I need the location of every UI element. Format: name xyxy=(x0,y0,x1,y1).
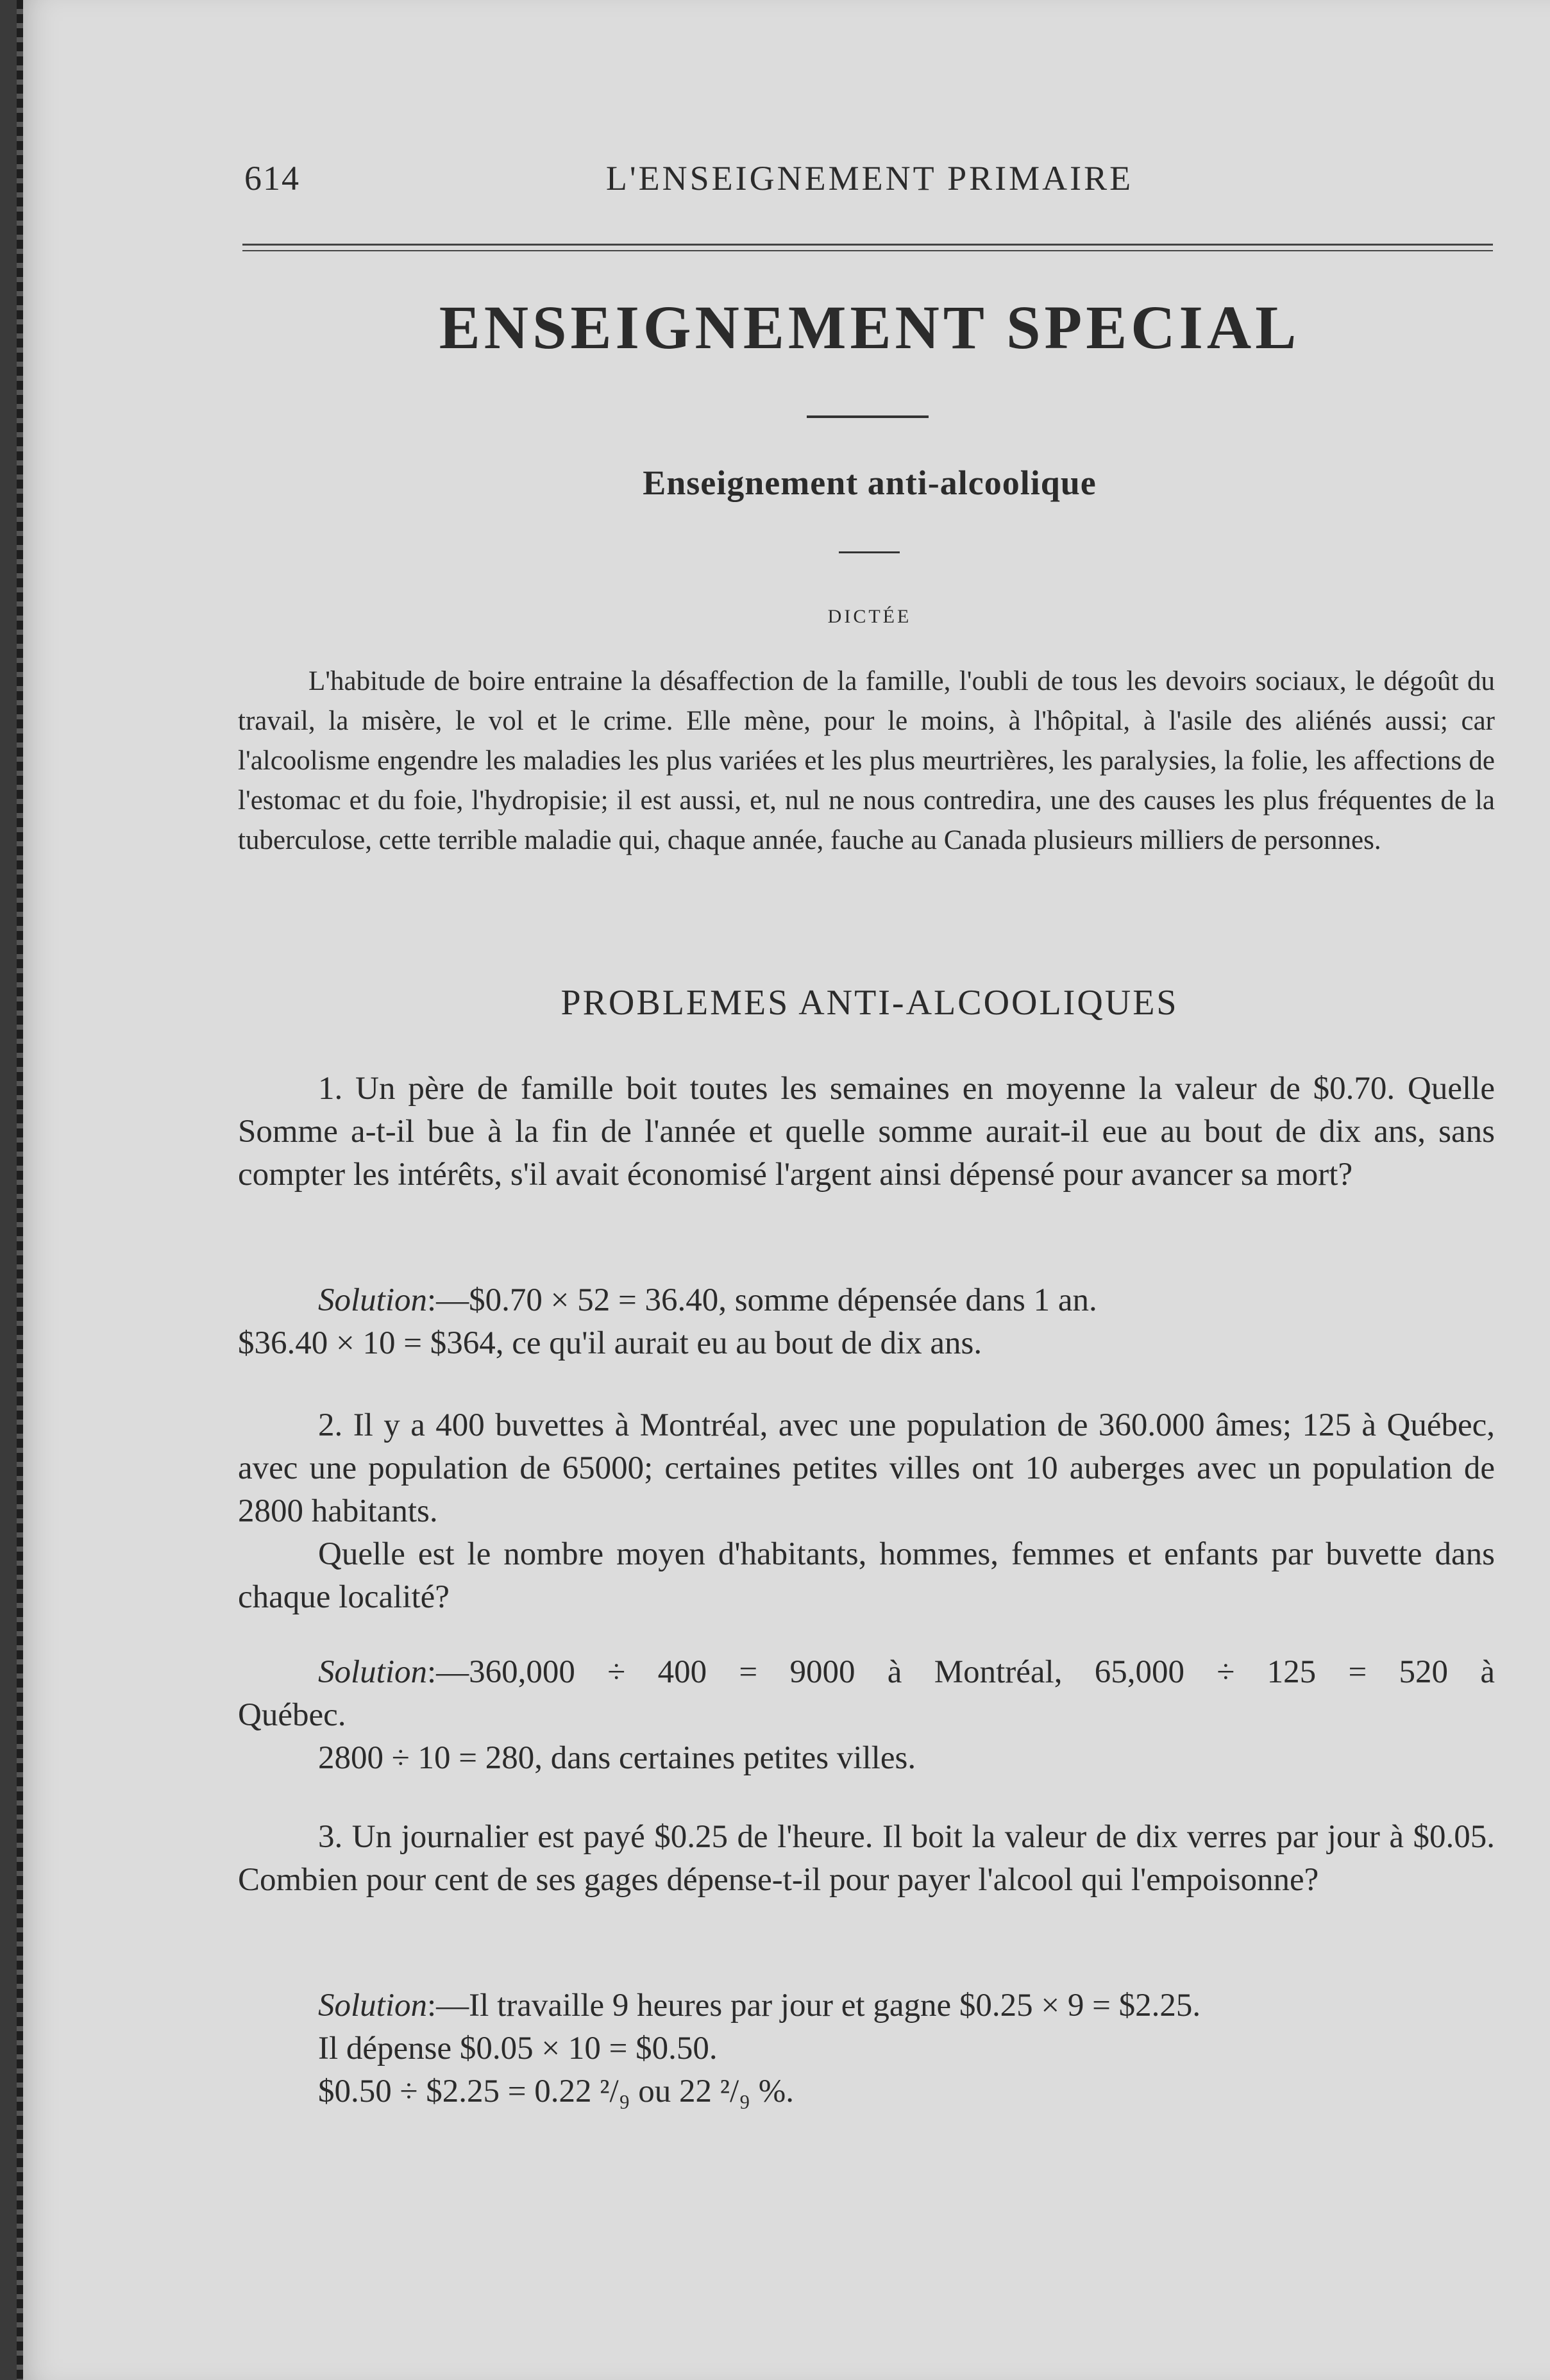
page-header xyxy=(244,151,1495,202)
solution-line: Solution:—360,000 ÷ 400 = 9000 à Montréal, 65,000 ÷ 125 = 520 à xyxy=(318,1654,1495,1690)
header-rule-bottom xyxy=(242,250,1493,251)
solution-line: Solution:—$0.70 × 52 = 36.40, somme dépensée dans 1 an. xyxy=(318,1282,1097,1318)
page-title: ENSEIGNEMENT SPECIAL xyxy=(439,293,1301,362)
header-rule-top xyxy=(242,244,1493,246)
page-number: 614 xyxy=(244,159,300,197)
scan-edge xyxy=(17,0,23,2380)
problem-1-text: 1. Un père de famille boit toutes les semaines en moyenne la valeur de $0.70. Quelle Somme a-t-il bue à la fin de l'année et quelle somme aurait-il eue au bout de dix ans, sans compter les intérêts, s'il avait économisé l'argent ainsi dépensé pour avancer sa mort? xyxy=(238,1071,1495,1193)
problem-2-text: 2. Il y a 400 buvettes à Montréal, avec une population de 360.000 âmes; 125 à Québec, avec une population de 65000; certaines petites villes ont 10 auberges avec un population de 2800 habitants. xyxy=(238,1407,1495,1529)
problem-1-solution xyxy=(238,1279,1495,1365)
solution-line: $36.40 × 10 = $364, ce qu'il aurait eu au bout de dix ans. xyxy=(238,1325,982,1361)
solution-line: 2800 ÷ 10 = 280, dans certaines petites villes. xyxy=(318,1740,916,1776)
section-title: PROBLEMES ANTI-ALCOOLIQUES xyxy=(560,983,1179,1023)
problem-2-question: Quelle est le nombre moyen d'habitants, hommes, femmes et enfants par buvette dans chaque localité? xyxy=(238,1536,1495,1615)
title-divider xyxy=(807,415,929,418)
solution-line: Il dépense $0.05 × 10 = $0.50. xyxy=(318,2031,718,2066)
subtitle-divider xyxy=(839,551,900,553)
solution-line: Québec. xyxy=(238,1697,346,1733)
problem-3-solution xyxy=(238,1984,1495,2113)
problem-3-text: 3. Un journalier est payé $0.25 de l'heure. Il boit la valeur de dix verres par jour à $0.05. Combien pour cent de ses gages dépense-t-il pour payer l'alcool qui l'empoisonne? xyxy=(238,1819,1495,1898)
solution-label: Solution xyxy=(318,1282,428,1318)
solution-label: Solution xyxy=(318,1654,428,1690)
book-page xyxy=(17,0,1550,2380)
solution-line: Solution:—Il travaille 9 heures par jour et gagne $0.25 × 9 = $2.25. xyxy=(318,1988,1201,2024)
dictee-label: DICTÉE xyxy=(827,606,912,627)
dictee-paragraph: L'habitude de boire entraine la désaffection de la famille, l'oubli de tous les devoirs sociaux, le dégoût du travail, la misère, le vol et le crime. Elle mène, pour le moins, à l'hôpital, à l'asile des aliénés aussi; car l'alcoolisme engendre les maladies les plus variées et les plus meurtrières, les paralysies, la folie, les affections de l'estomac et du foie, l'hydropisie; il est aussi, et, nul ne nous contredira, une des causes les plus fréquentes de la tuberculose, cette terrible maladie qui, chaque année, fauche au Canada plusieurs milliers de personnes. xyxy=(238,666,1495,855)
running-title: L'ENSEIGNEMENT PRIMAIRE xyxy=(605,159,1134,197)
subtitle: Enseignement anti-alcoolique xyxy=(643,464,1097,502)
problem-2-solution xyxy=(238,1651,1495,1780)
solution-label: Solution xyxy=(318,1988,428,2024)
solution-line: $0.50 ÷ $2.25 = 0.22 ²/₉ ou 22 ²/₉ %. xyxy=(318,2074,794,2109)
